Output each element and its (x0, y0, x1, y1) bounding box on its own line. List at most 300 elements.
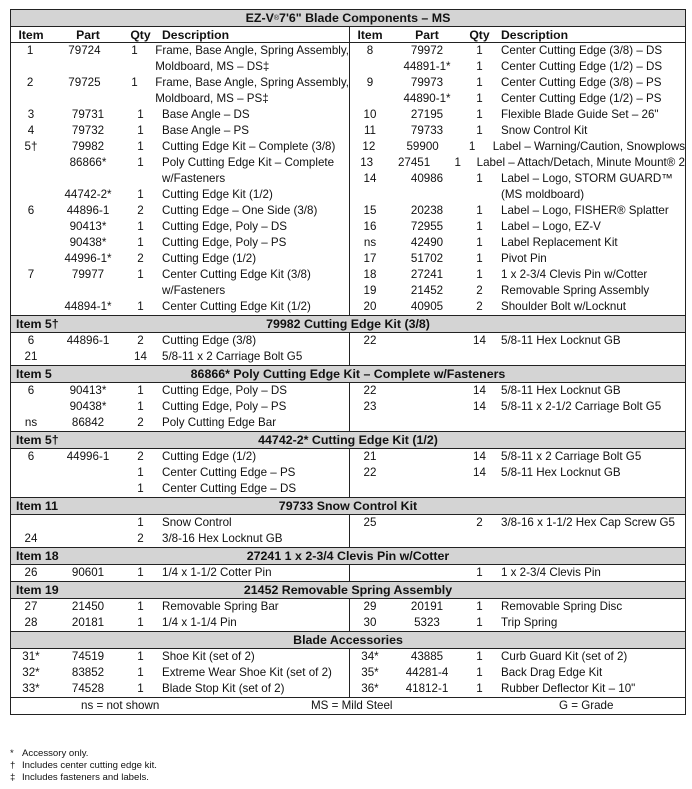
description-line: Cutting Edge (1/2) (162, 252, 257, 265)
part-number: 51702 (410, 252, 444, 265)
quantity: 1 (476, 92, 483, 105)
item-number: 3 (27, 108, 35, 121)
description (495, 235, 685, 251)
description-line: Cutting Edge – One Side (3/8) (162, 204, 318, 217)
section-left-column (11, 333, 350, 365)
section-title: Blade Accessories (293, 633, 403, 647)
footnote (10, 748, 157, 760)
table-row (11, 219, 349, 235)
quantity: 14 (473, 334, 486, 347)
quantity: 1 (137, 188, 144, 201)
description-line: w/Fasteners (162, 172, 226, 185)
title-rest: 7'6" Blade Components – MS (279, 11, 451, 25)
item-number: 1 (26, 44, 34, 57)
table-row (350, 449, 685, 465)
part-number: 79977 (71, 268, 105, 281)
part-number: 83852 (71, 666, 105, 679)
description-line: 1 x 2-3/4 Clevis Pin w/Cotter (501, 268, 648, 281)
description: Rubber Deflector Kit – 10" (501, 682, 636, 695)
item-number: 22 (363, 334, 377, 347)
part-number: 72955 (410, 220, 444, 233)
main-components (11, 43, 685, 315)
quantity: 1 (131, 44, 138, 57)
part-number: 40986 (410, 172, 444, 185)
header-part: Part (415, 27, 439, 42)
table-row (350, 383, 685, 399)
section-left-column (11, 449, 350, 497)
part-number: 20191 (410, 600, 444, 613)
section-title: 44742-2* Cutting Edge Kit (1/2) (258, 433, 438, 447)
description: Shoe Kit (set of 2) (162, 650, 255, 663)
part-number: 79731 (71, 108, 105, 121)
footnote-mark: ‡ (10, 772, 16, 783)
item-number: 9 (366, 76, 374, 89)
quantity: 1 (476, 650, 483, 663)
item-number: 21 (24, 350, 38, 363)
table-row (11, 681, 349, 697)
part-number: 27195 (410, 108, 444, 121)
item-number: 25 (363, 516, 377, 529)
footnotes (10, 748, 157, 784)
item-number: 18 (363, 268, 377, 281)
description: 1 x 2-3/4 Clevis Pin (501, 566, 601, 579)
description (156, 251, 349, 267)
description (156, 267, 349, 299)
section-item-label: Item 5† (16, 433, 59, 447)
part-number: 79733 (410, 124, 444, 137)
part-number: 79732 (71, 124, 105, 137)
part-number: 20238 (410, 204, 444, 217)
section-title: 21452 Removable Spring Assembly (243, 583, 453, 597)
quantity: 1 (476, 60, 483, 73)
description-line: Moldboard, MS – PS‡ (155, 92, 269, 105)
quantity: 1 (476, 252, 483, 265)
item-number: 31* (22, 650, 40, 663)
quantity: 2 (476, 284, 483, 297)
description (495, 43, 685, 59)
section-body (11, 515, 685, 547)
quantity: 1 (137, 650, 144, 663)
part-number: 90438* (69, 400, 107, 413)
item-number: 10 (363, 108, 377, 121)
table-row (11, 267, 349, 299)
section-header (11, 497, 685, 515)
item-number: 36* (361, 682, 379, 695)
part-number: 74519 (71, 650, 105, 663)
quantity: 2 (137, 416, 144, 429)
table-row (350, 283, 685, 299)
description-line: Center Cutting Edge Kit (3/8) (162, 268, 311, 281)
table-row (11, 599, 349, 615)
table-row (11, 187, 349, 203)
section-right-column (350, 383, 685, 431)
quantity: 1 (137, 566, 144, 579)
description-line: Center Cutting Edge (1/2) – DS (501, 60, 663, 73)
item-number: 14 (363, 172, 377, 185)
description-line: Frame, Base Angle, Spring Assembly, (155, 76, 350, 89)
description (487, 139, 685, 155)
quantity: 1 (476, 666, 483, 679)
section-right-column (350, 599, 685, 631)
section-item-label: Item 18 (16, 549, 59, 563)
table-row (350, 299, 685, 315)
table-row (11, 383, 349, 399)
quantity: 1 (137, 466, 144, 479)
quantity: 1 (137, 124, 144, 137)
item-number: 4 (27, 124, 35, 137)
main-right-column (350, 43, 685, 315)
part-number: 21450 (71, 600, 105, 613)
description-line: Center Cutting Edge (1/2) – PS (501, 92, 662, 105)
section-item-label: Item 11 (16, 499, 59, 513)
section-body (11, 565, 685, 581)
description-line: Base Angle – PS (162, 124, 250, 137)
description: 3/8-16 Hex Locknut GB (162, 532, 283, 545)
quantity: 1 (476, 268, 483, 281)
description (471, 155, 685, 171)
quantity: 1 (476, 566, 483, 579)
footnote-mark: † (10, 760, 16, 771)
item-number: 13 (360, 156, 374, 169)
part-number: 79972 (410, 44, 444, 57)
part-number: 79982 (71, 140, 105, 153)
item-number: 34* (361, 650, 379, 663)
part-number: 44281-4 (405, 666, 449, 679)
section-left-column (11, 515, 350, 547)
description: Cutting Edge (3/8) (162, 334, 257, 347)
part-number: 41812-1 (405, 682, 449, 695)
quantity: 1 (137, 616, 144, 629)
description (156, 235, 349, 251)
description: Cutting Edge (1/2) (162, 450, 257, 463)
part-number: 27451 (397, 156, 431, 169)
main-left-column (11, 43, 350, 315)
description: Center Cutting Edge – DS (162, 482, 297, 495)
table-row (11, 155, 349, 187)
description-line: Removable Spring Assembly (501, 284, 650, 297)
table-row (11, 139, 349, 155)
quantity: 14 (134, 350, 147, 363)
table-row (350, 681, 685, 697)
item-number: 12 (362, 140, 376, 153)
section-title: 27241 1 x 2-3/4 Clevis Pin w/Cotter (246, 549, 450, 563)
part-number: 74528 (71, 682, 105, 695)
description-line: Label – Warning/Caution, Snowplows (492, 140, 685, 153)
description (156, 155, 349, 187)
quantity: 1 (468, 140, 476, 153)
header-item: Item (357, 27, 383, 42)
description: Extreme Wear Shoe Kit (set of 2) (162, 666, 332, 679)
table-row (350, 203, 685, 219)
quantity: 1 (137, 140, 144, 153)
item-number: 22 (363, 466, 377, 479)
table-row (350, 599, 685, 615)
table-row (11, 123, 349, 139)
description-line: Label – Logo, EZ-V (501, 220, 601, 233)
description-line: Snow Control Kit (501, 124, 588, 137)
header-description: Description (162, 27, 230, 42)
header-item: Item (18, 27, 44, 42)
section-header (11, 365, 685, 383)
section-header (11, 547, 685, 565)
description (149, 75, 349, 107)
legend-not-shown: ns = not shown (81, 699, 160, 712)
description: 5/8-11 Hex Locknut GB (501, 334, 621, 347)
table-row (11, 203, 349, 219)
item-number: 22 (363, 384, 377, 397)
item-number: 23 (363, 400, 377, 413)
legend-bar (11, 697, 685, 714)
description: Trip Spring (501, 616, 558, 629)
description: Poly Cutting Edge Bar (162, 416, 277, 429)
description: Center Cutting Edge – PS (162, 466, 296, 479)
section-left-column (11, 383, 350, 431)
section-right-column (350, 515, 685, 547)
quantity: 2 (476, 516, 483, 529)
legend-grade: G = Grade (559, 699, 614, 712)
item-number: 6 (27, 450, 35, 463)
header-qty: Qty (469, 27, 490, 42)
part-number: 79973 (410, 76, 444, 89)
table-row (11, 399, 349, 415)
quantity: 1 (137, 156, 144, 169)
table-row (11, 665, 349, 681)
part-number: 44891-1* (403, 60, 451, 73)
description-line: Flexible Blade Guide Set – 26" (501, 108, 659, 121)
quantity: 2 (137, 450, 144, 463)
header-qty: Qty (130, 27, 151, 42)
section-item-label: Item 5 (16, 367, 52, 381)
description (495, 267, 685, 283)
description-line: Center Cutting Edge Kit (1/2) (162, 300, 311, 313)
description (495, 107, 685, 123)
table-row (11, 615, 349, 631)
item-number: 20 (363, 300, 377, 313)
quantity: 2 (476, 300, 483, 313)
description-line: Moldboard, MS – DS‡ (155, 60, 270, 73)
description: 1/4 x 1-1/2 Cotter Pin (162, 566, 272, 579)
part-number: 90413* (69, 384, 107, 397)
table-row (350, 235, 685, 251)
footnote-text: Includes fasteners and labels. (22, 772, 149, 783)
description-line: (MS moldboard) (501, 188, 585, 201)
table-row (11, 449, 349, 465)
quantity: 1 (137, 268, 144, 281)
description (495, 171, 685, 203)
column-headers (11, 27, 685, 43)
table-row (350, 251, 685, 267)
description (149, 43, 349, 75)
description-line: w/Fasteners (162, 284, 226, 297)
section-left-column (11, 649, 350, 697)
part-number: 86842 (71, 416, 105, 429)
section-body (11, 599, 685, 631)
description: Removable Spring Bar (162, 600, 279, 613)
part-number: 44996-1 (66, 450, 110, 463)
table-row (350, 107, 685, 123)
table-row (11, 565, 349, 581)
description: 5/8-11 Hex Locknut GB (501, 466, 621, 479)
table-row (11, 75, 349, 107)
description: 1/4 x 1-1/4 Pin (162, 616, 237, 629)
table-row (350, 515, 685, 531)
description (495, 59, 685, 75)
description: 5/8-11 x 2 Carriage Bolt G5 (162, 350, 303, 363)
table-row (350, 465, 685, 481)
quantity: 1 (137, 516, 144, 529)
section-body (11, 449, 685, 497)
table-row (11, 251, 349, 267)
section-left-column (11, 565, 350, 581)
item-number: 8 (366, 44, 374, 57)
description: Cutting Edge, Poly – DS (162, 384, 288, 397)
part-number: 44996-1* (64, 252, 112, 265)
part-number: 44742-2* (64, 188, 112, 201)
quantity: 1 (137, 400, 144, 413)
part-number: 5323 (414, 616, 440, 629)
item-number: 26 (24, 566, 38, 579)
description: 5/8-11 Hex Locknut GB (501, 384, 621, 397)
quantity: 1 (131, 76, 138, 89)
item-number: 24 (24, 532, 38, 545)
quantity: 14 (473, 450, 486, 463)
quantity: 1 (476, 76, 483, 89)
footnote (10, 760, 157, 772)
quantity: 14 (473, 384, 486, 397)
table-row (350, 219, 685, 235)
description-line: Frame, Base Angle, Spring Assembly, (155, 44, 350, 57)
section-header (11, 431, 685, 449)
table-row (11, 333, 349, 349)
legend-mild-steel: MS = Mild Steel (311, 699, 393, 712)
part-number: 44890-1* (403, 92, 451, 105)
description (156, 123, 349, 139)
description-line: Label – Logo, STORM GUARD™ (501, 172, 673, 185)
description (495, 91, 685, 107)
item-number: 27 (24, 600, 38, 613)
quantity: 1 (137, 600, 144, 613)
quantity: 1 (454, 156, 461, 169)
item-number: 32* (22, 666, 40, 679)
description-line: Base Angle – DS (162, 108, 250, 121)
description (156, 187, 349, 203)
item-number: 15 (363, 204, 377, 217)
header-part: Part (76, 27, 100, 42)
quantity: 1 (476, 172, 483, 185)
description (495, 75, 685, 91)
quantity: 14 (473, 400, 486, 413)
description: 3/8-16 x 1-1/2 Hex Cap Screw G5 (501, 516, 675, 529)
description-line: Label – Logo, FISHER® Splatter (501, 204, 669, 217)
table-row (11, 107, 349, 123)
item-number: 17 (363, 252, 377, 265)
item-number: 7 (27, 268, 35, 281)
description (156, 219, 349, 235)
quantity: 1 (476, 220, 483, 233)
header-description: Description (501, 27, 569, 42)
quantity: 14 (473, 466, 486, 479)
section-body (11, 333, 685, 365)
item-number: 19 (363, 284, 377, 297)
part-number: 43885 (410, 650, 444, 663)
description-line: Center Cutting Edge (3/8) – PS (501, 76, 662, 89)
table-title (11, 10, 685, 27)
section-title: 79982 Cutting Edge Kit (3/8) (266, 317, 430, 331)
table-row (350, 43, 685, 59)
description: Snow Control (162, 516, 232, 529)
description-line: Cutting Edge Kit (1/2) (162, 188, 273, 201)
table-row (11, 235, 349, 251)
section-title: 79733 Snow Control Kit (278, 499, 418, 513)
description-line: Shoulder Bolt w/Locknut (501, 300, 627, 313)
description (156, 107, 349, 123)
part-number: 44896-1 (66, 334, 110, 347)
item-number: 29 (363, 600, 377, 613)
item-number: 11 (363, 124, 377, 137)
item-number: 16 (363, 220, 377, 233)
quantity: 1 (476, 236, 483, 249)
table-row (350, 139, 685, 155)
description: Cutting Edge, Poly – PS (162, 400, 287, 413)
description (495, 251, 685, 267)
item-number: 2 (26, 76, 34, 89)
quantity: 1 (137, 682, 144, 695)
description-line: Poly Cutting Edge Kit – Complete (162, 156, 335, 169)
registered-mark: ® (273, 14, 280, 22)
quantity: 1 (137, 236, 144, 249)
item-number: 30 (363, 616, 377, 629)
quantity: 1 (137, 300, 144, 313)
description: Curb Guard Kit (set of 2) (501, 650, 628, 663)
quantity: 1 (476, 682, 483, 695)
section-item-label: Item 5† (16, 317, 59, 331)
table-row (350, 665, 685, 681)
quantity: 2 (137, 252, 144, 265)
section-body (11, 383, 685, 431)
description (156, 299, 349, 315)
table-row (350, 75, 685, 91)
description (156, 203, 349, 219)
part-number: 44896-1 (66, 204, 110, 217)
table-row (350, 171, 685, 203)
section-title: 86866* Poly Cutting Edge Kit – Complete w/Fasteners (190, 367, 506, 381)
description: 5/8-11 x 2-1/2 Carriage Bolt G5 (501, 400, 662, 413)
part-number: 21452 (410, 284, 444, 297)
description (495, 283, 685, 299)
table-row (350, 649, 685, 665)
table-row (11, 349, 349, 365)
part-number: 86866* (69, 156, 107, 169)
description (495, 299, 685, 315)
part-number: 79724 (68, 44, 101, 57)
section-body (11, 649, 685, 697)
item-number: ns (363, 236, 377, 249)
table-row (350, 59, 685, 75)
description: 5/8-11 x 2 Carriage Bolt G5 (501, 450, 642, 463)
title-prefix: EZ-V (245, 11, 274, 25)
part-number: 59900 (406, 140, 439, 153)
footnote (10, 772, 157, 784)
part-number: 90601 (71, 566, 105, 579)
section-right-column (350, 649, 685, 697)
table-row (11, 649, 349, 665)
quantity: 1 (137, 108, 144, 121)
table-row (11, 465, 349, 481)
table-row (350, 155, 685, 171)
table-row (11, 299, 349, 315)
description: Back Drag Edge Kit (501, 666, 603, 679)
description-line: Pivot Pin (501, 252, 547, 265)
